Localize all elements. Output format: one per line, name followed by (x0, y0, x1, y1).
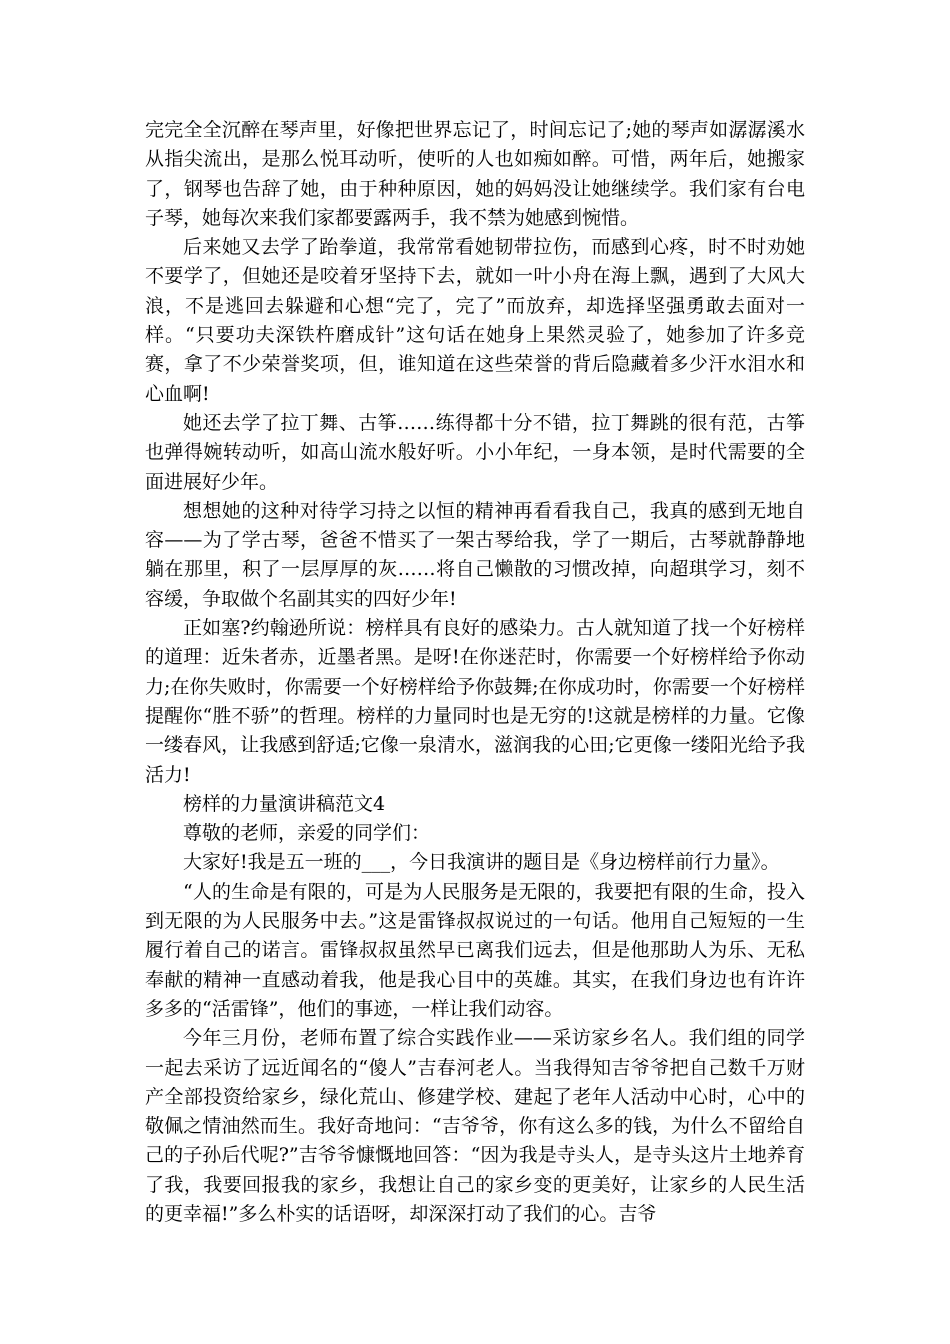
paragraph-role-model-power: 正如塞?约翰逊所说：榜样具有良好的感染力。古人就知道了找一个好榜样的道理：近朱者赤，近墨者黑。是呀!在你迷茫时，你需要一个好榜样给予你动力;在你失败时，你需要一个好榜样给予你鼓舞;在你成功时，你需要一个好榜样提醒你“胜不骄”的哲理。榜样的力量同时也是无穷的!这就是榜样的力量。它像一缕春风，让我感到舒适;它像一泉清水，滋润我的心田;它更像一缕阳光给予我活力! (145, 617, 805, 786)
paragraph-taekwondo: 后来她又去学了跆拳道，我常常看她韧带拉伤，而感到心疼，时不时劝她不要学了，但她还是咬着牙坚持下去，就如一叶小舟在海上飘，遇到了大风大浪，不是逃回去躲避和心想“完了，完了”而放弃，却选择坚强勇敢去面对一样。“只要功夫深铁杵磨成针”这句话在她身上果然灵验了，她参加了许多竞赛，拿了不少荣誉奖项，但，谁知道在这些荣誉的背后隐藏着多少汗水泪水和心血啊! (145, 236, 805, 405)
body-text (145, 116, 805, 1229)
paragraph-piano: 完完全全沉醉在琴声里，好像把世界忘记了，时间忘记了;她的琴声如潺潺溪水从指尖流出，是那么悦耳动听，使听的人也如痴如醉。可惜，两年后，她搬家了，钢琴也告辞了她，由于种种原因，她的妈妈没让她继续学。我们家有台电子琴，她每次来我们家都要露两手，我不禁为她感到惋惜。 (145, 119, 805, 229)
paragraph-interview: 今年三月份，老师布置了综合实践作业——采访家乡名人。我们组的同学一起去采访了远近闻名的“傻人”吉春河老人。当我得知吉爷爷把自己数千万财产全部投资给家乡，绿化荒山、修建学校、建起了老年人活动中心时，心中的敬佩之情油然而生。我好奇地问：“吉爷爷，你有这么多的钱，为什么不留给自己的子孙后代呢?”吉爷爷慷慨地回答：“因为我是寺头人，是寺头这片土地养育了我，我要回报我的家乡，我想让自己的家乡变的更美好，让家乡的人民生活的更幸福!”多么朴实的话语呀，却深深打动了我们的心。吉爷 (145, 1027, 805, 1225)
paragraph-self-reflection: 想想她的这种对待学习持之以恒的精神再看看我自己，我真的感到无地自容——为了学古琴，爸爸不惜买了一架古琴给我，学了一期后，古琴就静静地躺在那里，积了一层厚厚的灰……将自己懒散的习惯改掉，向超琪学习，刻不容缓，争取做个名副其实的四好少年! (145, 499, 805, 610)
salutation: 尊敬的老师，亲爱的同学们： (183, 822, 431, 845)
section-title: 榜样的力量演讲稿范文4 (183, 792, 386, 815)
paragraph-greeting: 大家好!我是五一班的___，今日我演讲的题目是《身边榜样前行力量》。 (183, 851, 780, 874)
paragraph-dance-guzheng: 她还去学了拉丁舞、古筝……练得都十分不错，拉丁舞跳的很有范，古筝也弹得婉转动听，如高山流水般好听。小小年纪，一身本领，是时代需要的全面进展好少年。 (145, 411, 805, 493)
paragraph-lei-feng: “人的生命是有限的，可是为人民服务是无限的，我要把有限的生命，投入到无限的为人民服务中去。”这是雷锋叔叔说过的一句话。他用自己短短的一生履行着自己的诺言。雷锋叔叔虽然早已离我们远去，但是他那助人为乐、无私奉献的精神一直感动着我，他是我心目中的英雄。其实，在我们身边也有许许多多的“活雷锋”，他们的事迹，一样让我们动容。 (145, 880, 805, 1020)
